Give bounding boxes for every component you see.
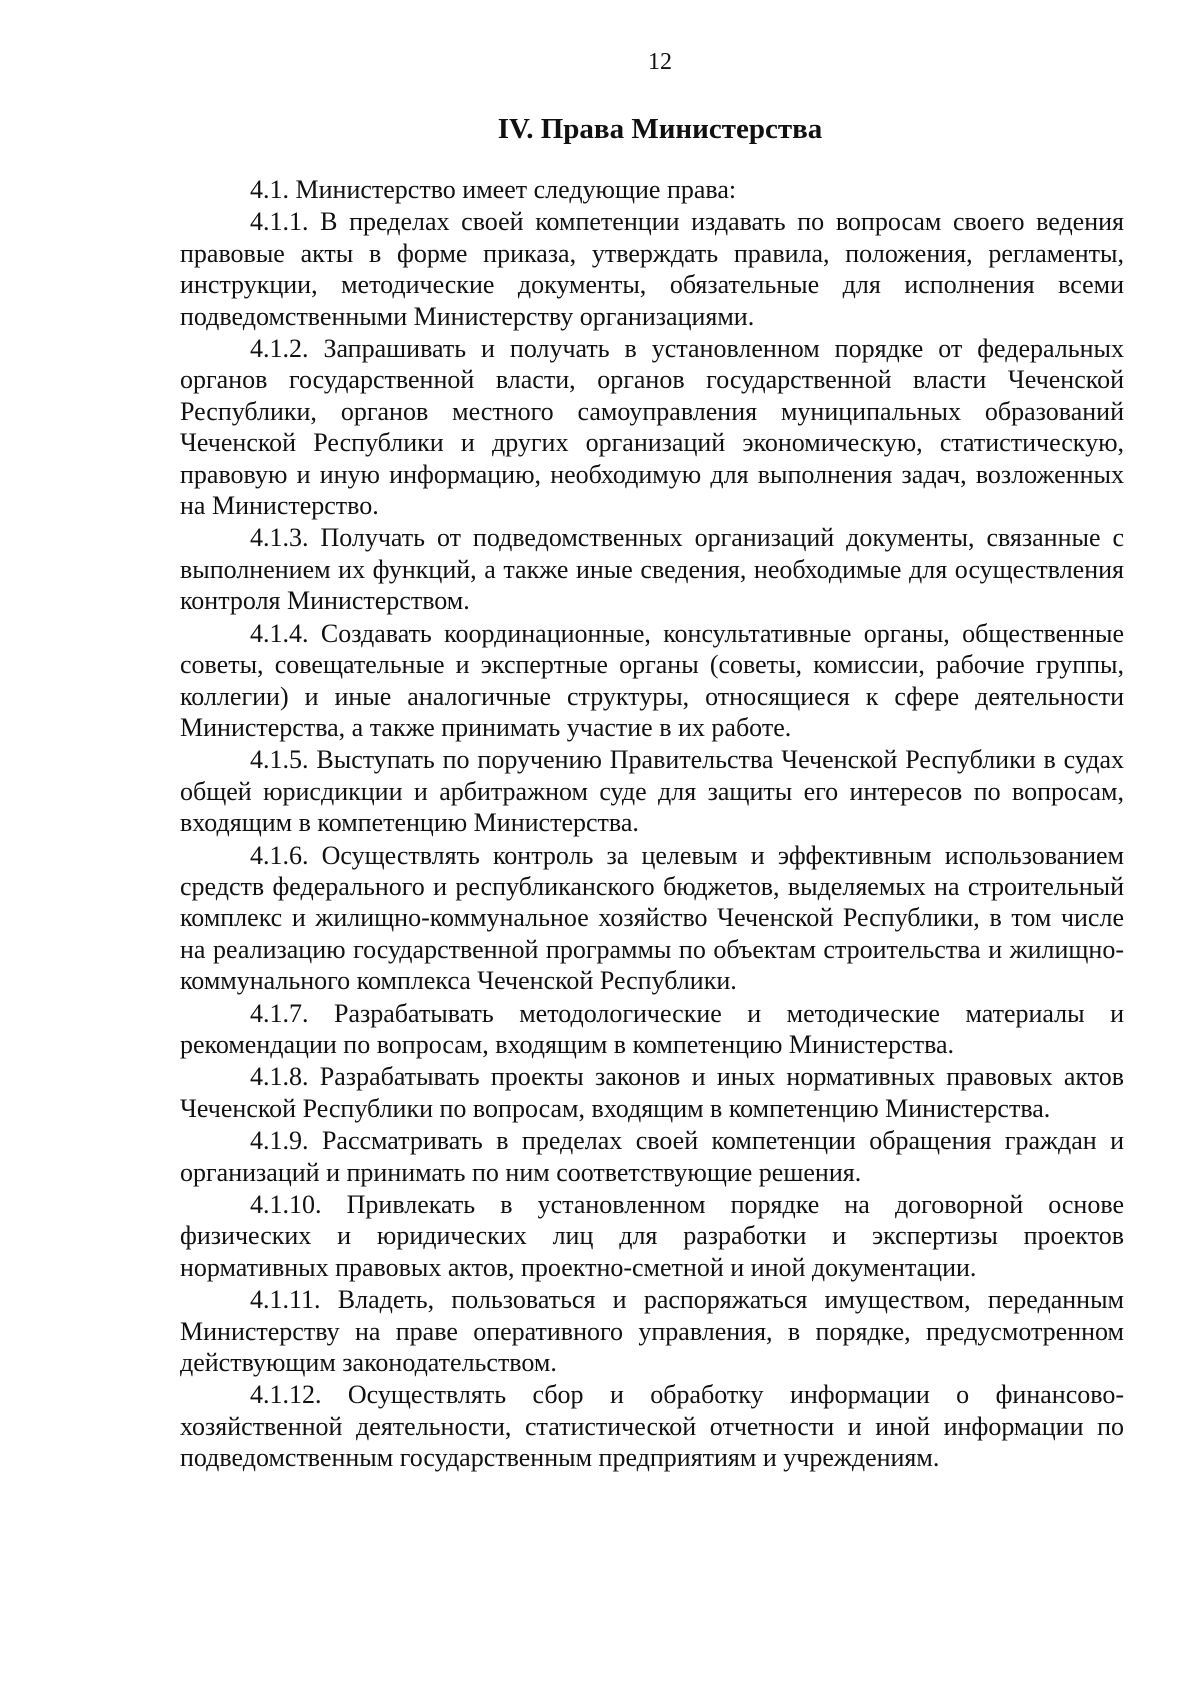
section-title: IV. Права Министерства — [497, 113, 823, 145]
paragraph-text: Выступать по поручению Правительства Чеченской Республики в судах общей юрисдикции и арбитражном суде для защиты его интересов по вопросам, входящим в компетенцию Министерства. — [180, 745, 1125, 838]
paragraph-text: Получать от подведомственных организаций документы, связанные с выполнением их функций, а также иные сведения, необходимые для осуществления контроля Министерством. — [180, 523, 1124, 616]
paragraph-number: 4.1.9. — [250, 1126, 309, 1156]
paragraph-number: 4.1.12. — [250, 1380, 322, 1410]
paragraph-text: Осуществлять сбор и обработку информации о финансово-хозяйственной деятельности, статистической отчетности и иной информации по подведомственным государственным предприятиям и учреждениям. — [180, 1380, 1125, 1473]
paragraph-number: 4.1.10. — [250, 1190, 322, 1219]
paragraph-4-1-5 — [180, 744, 1124, 838]
document-body — [180, 174, 1124, 1475]
paragraph-4-1-2 — [180, 333, 1124, 521]
paragraph-4-1-9 — [180, 1125, 1124, 1188]
paragraph-text: Привлекать в установленном порядке на договорной основе физических и юридических лиц для разработки и экспертизы проектов нормативных правовых актов, проектно-сметной и иной документации. — [180, 1190, 1125, 1282]
paragraph-number: 4.1.1. — [250, 207, 309, 237]
paragraph-number: 4.1.2. — [250, 334, 309, 364]
paragraph-4-1-10 — [180, 1189, 1124, 1283]
paragraph-text: Осуществлять контроль за целевым и эффективным использованием средств федерального и республиканского бюджетов, выделяемых на строительный комплекс и жилищно-коммунальное хозяйство Чеченской Республики, в том числе на реализацию государственной программы по объектам строительства и жилищно-коммунального комплекса Чеченской Республики. — [180, 840, 1125, 996]
paragraph-text: Разрабатывать проекты законов и иных нормативных правовых актов Чеченской Республики по вопросам, входящим в компетенцию Министерства. — [180, 1062, 1125, 1123]
paragraph-text: Разрабатывать методологические и методические материалы и рекомендации по вопросам, входящим в компетенцию Министерства. — [180, 998, 1124, 1059]
paragraph-4-1-8 — [180, 1061, 1124, 1124]
paragraph-4-1-11 — [180, 1284, 1124, 1378]
paragraph-4-1-7 — [180, 998, 1124, 1061]
paragraph-4-1 — [180, 174, 1124, 205]
paragraph-text: Создавать координационные, консультативные органы, общественные советы, совещательные и экспертные органы (советы, комиссии, рабочие группы, коллегии) и иные аналогичные структуры, относящиеся к сфере деятельности Министерства, а также принимать участие в их работе. — [180, 618, 1125, 742]
paragraph-number: 4.1.3. — [250, 523, 309, 553]
paragraph-text: В пределах своей компетенции издавать по вопросам своего ведения правовые акты в форме приказа, утверждать правила, положения, регламенты, инструкции, методические документы, обязательные для исполнения всеми подведомственными Министерству организациями. — [180, 207, 1124, 331]
paragraph-4-1-3 — [180, 522, 1124, 616]
paragraph-4-1-4 — [180, 618, 1124, 744]
paragraph-number: 4.1.6. — [250, 840, 309, 870]
page-number: 12 — [648, 49, 672, 75]
paragraph-number: 4.1.7. — [250, 998, 309, 1028]
paragraph-number: 4.1.8. — [250, 1062, 309, 1092]
paragraph-number: 4.1.5. — [250, 745, 309, 775]
paragraph-text: Министерство имеет следующие права: — [295, 175, 737, 204]
paragraph-number: 4.1.4. — [250, 618, 309, 648]
paragraph-number: 4.1. — [250, 175, 289, 204]
paragraph-text: Рассматривать в пределах своей компетенции обращения граждан и организаций и принимать по ним соответствующие решения. — [180, 1126, 1124, 1187]
paragraph-4-1-1 — [180, 206, 1124, 332]
paragraph-number: 4.1.11. — [250, 1285, 321, 1315]
paragraph-text: Запрашивать и получать в установленном порядке от федеральных органов государственной власти, органов государственной власти Чеченской Республики, органов местного самоуправления муниципальных образований Чеченской Республики и других организаций экономическую, статистическую, правовую и иную информацию, необходимую для выполнения задач, возложенных на Министерство. — [180, 334, 1124, 521]
paragraph-text: Владеть, пользоваться и распоряжаться имуществом, переданным Министерству на праве оперативного управления, в порядке, предусмотренном действующим законодательством. — [180, 1285, 1125, 1378]
paragraph-4-1-6 — [180, 840, 1124, 997]
paragraph-4-1-12 — [180, 1379, 1124, 1473]
